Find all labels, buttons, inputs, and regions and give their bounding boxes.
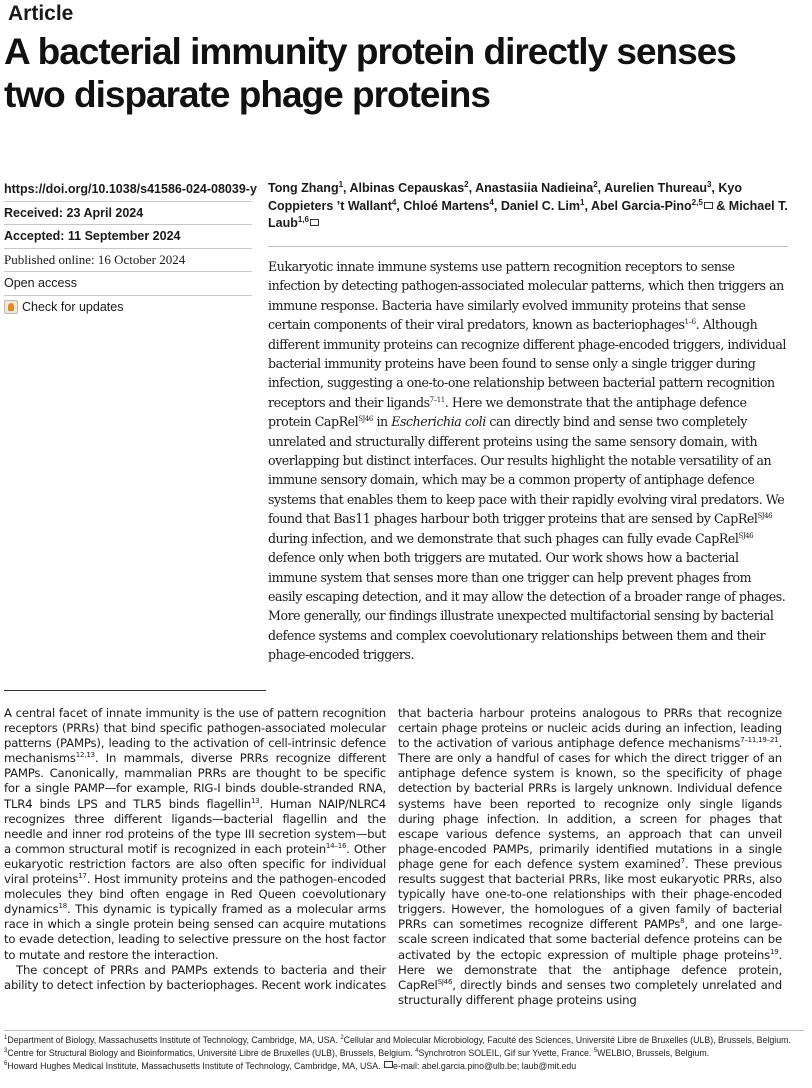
email-envelope-icon: [384, 1061, 393, 1068]
section-divider: [4, 690, 266, 691]
affiliation-number: 6: [4, 1061, 8, 1068]
superscript-strain: SJ46: [757, 512, 773, 521]
body-text: . Host immunity proteins and the pathogen-encoded molecules they bind often engage in Red Queen coevolutionary dynamics: [4, 872, 386, 917]
paragraph: [4, 706, 386, 963]
citation[interactable]: 19: [769, 947, 779, 956]
abstract: [268, 257, 788, 665]
contact-email[interactable]: e-mail: abel.garcia.pino@ulb.be; laub@mit.edu: [393, 1061, 577, 1071]
author-divider: [268, 246, 788, 247]
affiliation-number: 3: [4, 1048, 8, 1055]
citation[interactable]: 13: [251, 796, 260, 805]
affiliation: Howard Hughes Medical Institute, Massachusetts Institute of Technology, Cambridge, MA, USA.: [7, 1061, 384, 1071]
body-text: . This dynamic is typically framed as a molecular arms race in which a single protein being sensed can acquire mutations to evade detection, leading to selective pressure on the host factor to mutate and restore the interaction.: [4, 902, 386, 962]
author-name[interactable]: Tong Zhang: [268, 181, 339, 195]
body-column-right: [398, 706, 782, 1008]
article-type-label: Article: [8, 2, 74, 25]
received-date: Received: 23 April 2024: [4, 202, 252, 226]
abstract-text: can directly bind and sense two completely unrelated and structurally different proteins using the same sensory domain, with overlapping but distinct interfaces. Our results highlight the notable versatility of an immune sensory domain, which may be a common property of antiphage defence systems that enables them to keep pace with their rapidly evolving viral predators. We found that Bas11 phages harbour both trigger proteins that are sensed by CapRel: [268, 414, 785, 527]
body-text: . In mammals, diverse PRRs recognize different PAMPs. Canonically, mammalian PRRs are thought to be specific for a single PAMP—for example, RIG-I binds double-stranded RNA, TLR4 binds LPS and TLR5 binds flagellin: [4, 751, 386, 811]
abstract-text: . Although different immunity proteins can recognize different phage-encoded triggers, individual bacterial immunity proteins have been found to sense only a single trigger during infection, suggesting a one-to-one relationship between bacterial pattern recognition receptors and their ligands: [268, 317, 787, 410]
author-name[interactable]: Kyo Coppieters ’t Wallant: [268, 181, 742, 213]
author-affiliation: 2: [593, 179, 598, 189]
author-list: Tong Zhang$^1$, Albinas Cepauskas$^2$, Anastasiia Nadieina$^2$, Aurelien Thureau$^3$, Kyo Coppieters ’t Wallant$^4$, Chloé Martens$^4$, Daniel C. Lim$^1$, Abel Garcia-Pino$^{2,5}$ & Michael T. Laub$^{1,6}$: [268, 179, 788, 230]
body-text: A central facet of innate immunity is the use of pattern recognition receptors (PRRs) that bind specific pathogen-associated molecular patterns (PAMPs), leading to the activation of cell-intrinsic defence mechanisms: [4, 706, 386, 766]
check-for-updates-icon: [4, 300, 18, 314]
paragraph: [398, 706, 782, 1008]
citation[interactable]: 7: [680, 856, 686, 865]
body-text: that bacteria harbour proteins analogous to PRRs that recognize certain phage proteins or nucleic acids during an infection, leading to the activation of various antiphage defence mechanisms: [398, 706, 782, 751]
doi-link[interactable]: https://doi.org/10.1038/s41586-024-08039-y: [4, 178, 252, 202]
citation[interactable]: 7–11: [429, 395, 445, 404]
citation[interactable]: 8: [680, 917, 685, 926]
author-name[interactable]: Abel Garcia-Pino: [590, 198, 692, 213]
check-for-updates-label: Check for updates: [22, 300, 124, 315]
affiliation-number: 1: [4, 1035, 8, 1042]
accepted-date: Accepted: 11 September 2024: [4, 225, 252, 249]
affiliation: WELBIO, Brussels, Belgium.: [597, 1048, 710, 1058]
author-affiliation: 1: [338, 179, 344, 189]
body-text: , directly binds and senses two completely unrelated and structurally different phage proteins using: [398, 977, 782, 1007]
author-affiliation: 2,5: [691, 197, 703, 207]
superscript-strain: SJ46: [437, 977, 453, 986]
affiliation-number: 2: [340, 1035, 344, 1042]
superscript-strain: SJ46: [358, 415, 373, 424]
author-affiliation: 4: [391, 197, 397, 207]
body-text: . Other eukaryotic restriction factors are also often specific for individual viral proteins: [4, 841, 387, 887]
author-name[interactable]: Michael T. Laub: [268, 198, 788, 230]
species-name: Escherichia coli: [391, 414, 486, 430]
author-affiliation: 2: [464, 179, 469, 189]
citation[interactable]: 1–6: [684, 318, 696, 327]
citation[interactable]: 12,13: [75, 751, 95, 760]
abstract-text: . Here we demonstrate that the antiphage defence protein CapRel: [268, 394, 747, 430]
article-title: A bacterial immunity protein directly senses two disparate phage proteins: [4, 31, 736, 115]
author-name[interactable]: Anastasiia Nadieina: [475, 181, 594, 195]
superscript-strain: SJ46: [738, 531, 754, 540]
abstract-text: Eukaryotic innate immune systems use pattern recognition receptors to sense infection by detecting pathogen-associated molecular patterns, which then triggers an immune response. Bacteria have similarly evolved immunity proteins that sense certain components of their viral predators, known as bacteriophages: [268, 259, 784, 333]
body-text: . Here we demonstrate that the antiphage defence protein, CapRel: [398, 947, 782, 992]
author-name[interactable]: Daniel C. Lim: [500, 198, 580, 213]
author-name[interactable]: Chloé Martens: [403, 198, 490, 213]
body-column-left: [4, 706, 386, 993]
footnote-divider: [4, 1030, 804, 1031]
affiliation: Synchrotron SOLEIL, Gif sur Yvette, France.: [418, 1048, 594, 1058]
author-affiliation: 1: [580, 197, 585, 207]
check-for-updates-button[interactable]: [4, 296, 252, 320]
author-affiliation: 4: [489, 197, 494, 207]
published-date: Published online: 16 October 2024: [4, 249, 252, 273]
author-affiliation: 3: [706, 179, 712, 189]
affiliations-footnote: [4, 1034, 794, 1073]
affiliation-number: 5: [593, 1048, 598, 1055]
body-text: . These previous results suggest that bacterial PRRs, like most eukaryotic PRRs, also typically have one-to-one relationships with their phage-encoded triggers. However, the homologues of a given family of bacterial PRRs can sometimes recognize different PAMPs: [398, 856, 782, 932]
email-envelope-icon[interactable]: [310, 219, 319, 226]
citation[interactable]: 18: [58, 902, 67, 911]
abstract-text: defence only when both triggers are mutated. Our work shows how a bacterial immune system that senses more than one trigger can help prevent phages from easily escaping detection, and it may allow the detection of a broader range of phages. More generally, our findings illustrate unexpected multifactorial sensing by bacterial defence systems and complex coevolutionary relationships between them and their phage-encoded triggers.: [268, 550, 786, 663]
citation[interactable]: 7–11,19–21: [740, 736, 779, 745]
body-text: . There are only a handful of cases for which the direct trigger of an antiphage defence system is known, so the specificity of phage detection by bacterial PRRs is largely unknown. Individual defence systems have been reported to recognize only single ligands during phage infection. In addition, a screen for phages that escape various defence systems, an approach that can unveil phage-encoded PAMPs, primarily identified mutations in a single phage gene for each defence system examined: [398, 736, 782, 871]
author-name[interactable]: Albinas Cepauskas: [349, 181, 465, 195]
body-text: , and one large-scale screen indicated that some bacterial defence proteins can be activated by the ectopic expression of multiple phage proteins: [398, 917, 782, 962]
article-metadata: [4, 178, 257, 319]
citation[interactable]: 14–16: [325, 841, 347, 850]
affiliation: Centre for Structural Biology and Bioinformatics, Université Libre de Bruxelles (ULB), Brussels, Belgium.: [7, 1048, 416, 1058]
abstract-text: during infection, and we demonstrate that such phages can fully evade CapRel: [268, 530, 739, 546]
author-affiliation: 1,6: [297, 214, 309, 224]
abstract-text: in: [372, 414, 392, 430]
affiliation-number: 4: [415, 1048, 419, 1055]
paragraph: The concept of PRRs and PAMPs extends to bacteria and their ability to detect infection by bacteriophages. Recent work indicates: [4, 962, 387, 992]
affiliation: Department of Biology, Massachusetts Institute of Technology, Cambridge, MA, USA.: [7, 1035, 341, 1045]
body-text: . Human NAIP/NLRC4 recognizes three different ligands—bacterial flagellin and the needle and inner rod proteins of the type III secretion system—but a common structural motif is recognized in each protein: [4, 796, 386, 856]
email-envelope-icon[interactable]: [704, 202, 713, 209]
author-name[interactable]: Aurelien Thureau: [604, 181, 707, 195]
open-access-badge: Open access: [4, 272, 252, 296]
affiliation: Cellular and Molecular Microbiology, Faculté des Sciences, Université Libre de Bruxelles (ULB), Brussels, Belgium.: [343, 1035, 791, 1045]
citation[interactable]: 17: [78, 872, 87, 881]
